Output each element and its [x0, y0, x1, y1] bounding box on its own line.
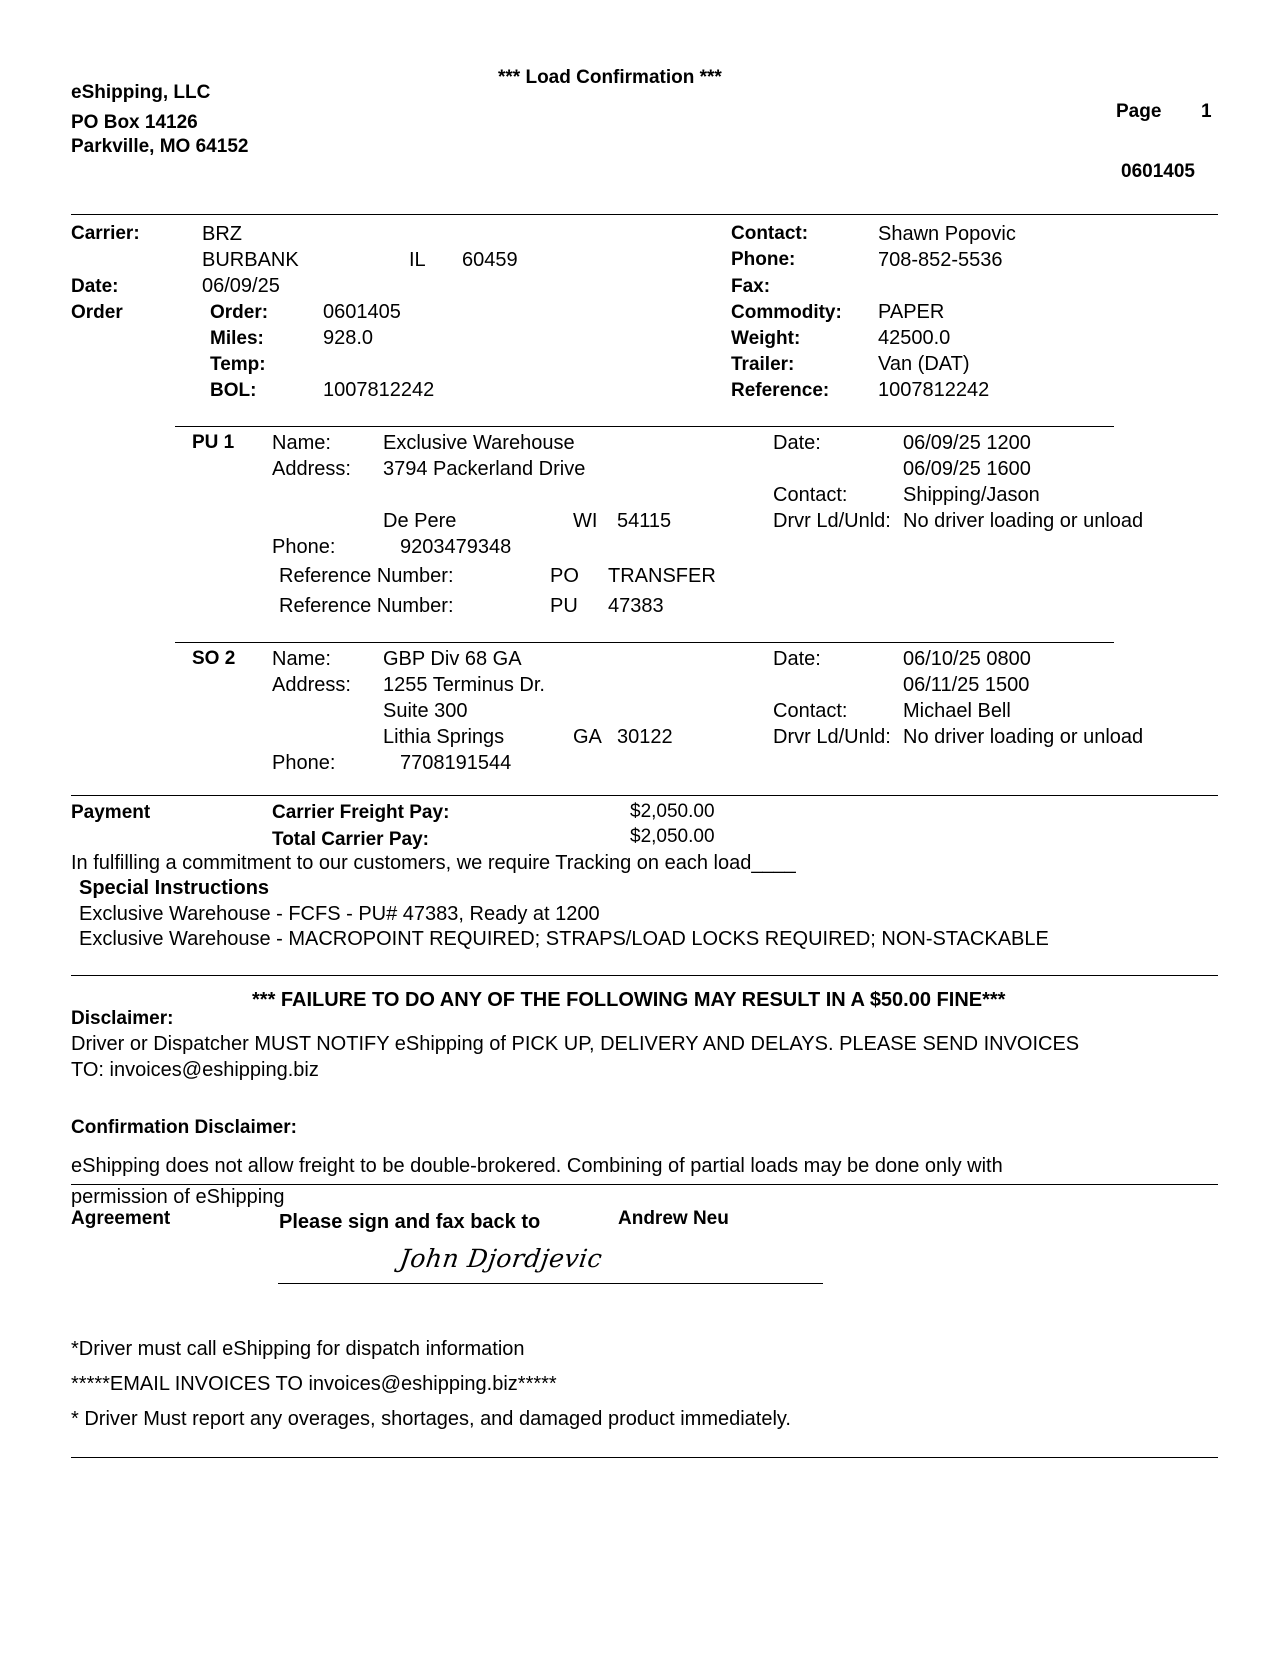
disclaimer-text-line1: Driver or Dispatcher MUST NOTIFY eShipping of PICK UP, DELIVERY AND DELAYS. PLEASE SEND INVOICES: [71, 1033, 1080, 1055]
pickup-phone-label: Phone:: [272, 536, 336, 558]
miles-value: 928.0: [323, 327, 374, 349]
disclaimer-label: Disclaimer:: [71, 1008, 174, 1029]
commodity-label: Commodity:: [731, 302, 842, 323]
carrier-label: Carrier:: [71, 223, 140, 244]
dropoff-date-label: Date:: [773, 648, 821, 670]
company-address-line2: Parkville, MO 64152: [71, 136, 249, 157]
dropoff-name: GBP Div 68 GA: [383, 648, 522, 670]
dropoff-state: GA: [573, 726, 602, 748]
pickup-driver-label: Drvr Ld/Unld:: [773, 510, 891, 532]
agreement-label: Agreement: [71, 1208, 171, 1229]
dropoff-city: Lithia Springs: [383, 726, 505, 748]
dropoff-phone-label: Phone:: [272, 752, 336, 774]
dropoff-address-line2: Suite 300: [383, 700, 468, 722]
divider: [71, 795, 1218, 796]
dropoff-address-label: Address:: [272, 674, 351, 696]
order-label: Order:: [210, 302, 269, 323]
bol-label: BOL:: [210, 380, 257, 401]
agent-name: Andrew Neu: [618, 1208, 729, 1229]
divider: [71, 975, 1218, 976]
divider: [71, 1457, 1218, 1458]
freight-pay-value: $2,050.00: [630, 801, 715, 822]
tracking-note: In fulfilling a commitment to our customers, we require Tracking on each load____: [71, 852, 796, 874]
document-number: 0601405: [1121, 161, 1195, 182]
contact-label: Contact:: [731, 223, 809, 244]
divider: [71, 214, 1218, 215]
carrier-contact: Shawn Popovic: [878, 223, 1016, 245]
pickup-ref2-value: 47383: [608, 595, 664, 617]
pickup-date-end: 06/09/25 1600: [903, 458, 1031, 480]
pickup-state: WI: [573, 510, 598, 532]
weight-value: 42500.0: [878, 327, 951, 349]
pickup-name-label: Name:: [272, 432, 331, 454]
reference-label: Reference:: [731, 380, 830, 401]
carrier-city: BURBANK: [202, 249, 299, 271]
fine-warning: *** FAILURE TO DO ANY OF THE FOLLOWING MAY RESULT IN A $50.00 FINE***: [252, 989, 1006, 1011]
reference-value: 1007812242: [878, 379, 990, 401]
dropoff-driver-loading: No driver loading or unload: [903, 726, 1144, 748]
divider: [175, 642, 1114, 643]
page-number: 1: [1201, 101, 1212, 122]
weight-label: Weight:: [731, 328, 801, 349]
dropoff-contact: Michael Bell: [903, 700, 1011, 722]
confirmation-disclaimer-line1: eShipping does not allow freight to be double-brokered. Combining of partial loads may be done only with: [71, 1155, 1003, 1177]
order-section-label: Order: [71, 302, 123, 323]
special-instruction-1: Exclusive Warehouse - FCFS - PU# 47383, Ready at 1200: [79, 903, 600, 925]
pickup-zip: 54115: [617, 510, 672, 532]
sign-instruction: Please sign and fax back to: [279, 1211, 541, 1233]
bol-value: 1007812242: [323, 379, 435, 401]
carrier-phone: 708-852-5536: [878, 249, 1003, 271]
carrier-date: 06/09/25: [202, 275, 280, 297]
dropoff-date-start: 06/10/25 0800: [903, 648, 1031, 670]
pickup-ref1-label: Reference Number:: [279, 565, 454, 587]
dropoff-stop-label: SO 2: [192, 648, 236, 669]
pickup-date-start: 06/09/25 1200: [903, 432, 1031, 454]
carrier-zip: 60459: [462, 249, 518, 271]
pickup-contact-label: Contact:: [773, 484, 848, 506]
divider: [175, 426, 1114, 427]
fax-label: Fax:: [731, 276, 771, 297]
pickup-ref1-type: PO: [550, 565, 579, 587]
pickup-ref1-value: TRANSFER: [608, 565, 716, 587]
company-address-line1: PO Box 14126: [71, 112, 198, 133]
special-instruction-2: Exclusive Warehouse - MACROPOINT REQUIRED; STRAPS/LOAD LOCKS REQUIRED; NON-STACKABLE: [79, 928, 1049, 950]
footer-note-dispatch: *Driver must call eShipping for dispatch information: [71, 1338, 525, 1360]
page-label: Page: [1116, 101, 1162, 122]
dropoff-phone: 7708191544: [400, 752, 512, 774]
dropoff-contact-label: Contact:: [773, 700, 848, 722]
dropoff-date-end: 06/11/25 1500: [903, 674, 1030, 696]
total-pay-label: Total Carrier Pay:: [272, 829, 429, 850]
carrier-state: IL: [409, 249, 426, 271]
dropoff-driver-label: Drvr Ld/Unld:: [773, 726, 891, 748]
disclaimer-text-line2: TO: invoices@eshipping.biz: [71, 1059, 319, 1081]
special-instructions-label: Special Instructions: [79, 877, 270, 899]
pickup-address: 3794 Packerland Drive: [383, 458, 586, 480]
pickup-date-label: Date:: [773, 432, 821, 454]
confirmation-disclaimer-line2: permission of eShipping: [71, 1186, 285, 1208]
miles-label: Miles:: [210, 328, 264, 349]
footer-note-overages: * Driver Must report any overages, shortages, and damaged product immediately.: [71, 1408, 791, 1430]
order-number: 0601405: [323, 301, 401, 323]
freight-pay-label: Carrier Freight Pay:: [272, 802, 450, 823]
pickup-ref2-label: Reference Number:: [279, 595, 454, 617]
total-pay-value: $2,050.00: [630, 826, 715, 847]
dropoff-name-label: Name:: [272, 648, 331, 670]
signature-line: [278, 1283, 823, 1284]
payment-label: Payment: [71, 802, 151, 823]
divider: [71, 1184, 1218, 1185]
pickup-ref2-type: PU: [550, 595, 578, 617]
pickup-stop-label: PU 1: [192, 432, 235, 453]
pickup-address-label: Address:: [272, 458, 351, 480]
pickup-contact: Shipping/Jason: [903, 484, 1040, 506]
pickup-phone: 9203479348: [400, 536, 512, 558]
signature: John Djordjevic: [397, 1244, 605, 1273]
pickup-name: Exclusive Warehouse: [383, 432, 575, 454]
company-name: eShipping, LLC: [71, 82, 211, 103]
pickup-city: De Pere: [383, 510, 457, 532]
dropoff-zip: 30122: [617, 726, 673, 748]
phone-label: Phone:: [731, 249, 796, 270]
pickup-driver-loading: No driver loading or unload: [903, 510, 1144, 532]
temp-label: Temp:: [210, 354, 266, 375]
dropoff-address-line1: 1255 Terminus Dr.: [383, 674, 545, 696]
commodity-value: PAPER: [878, 301, 945, 323]
confirmation-disclaimer-label: Confirmation Disclaimer:: [71, 1117, 297, 1138]
date-label: Date:: [71, 276, 119, 297]
trailer-value: Van (DAT): [878, 353, 970, 375]
footer-note-invoices: *****EMAIL INVOICES TO invoices@eshipping.biz*****: [71, 1373, 557, 1395]
trailer-label: Trailer:: [731, 354, 795, 375]
document-title: *** Load Confirmation ***: [498, 67, 722, 88]
carrier-name: BRZ: [202, 223, 242, 245]
